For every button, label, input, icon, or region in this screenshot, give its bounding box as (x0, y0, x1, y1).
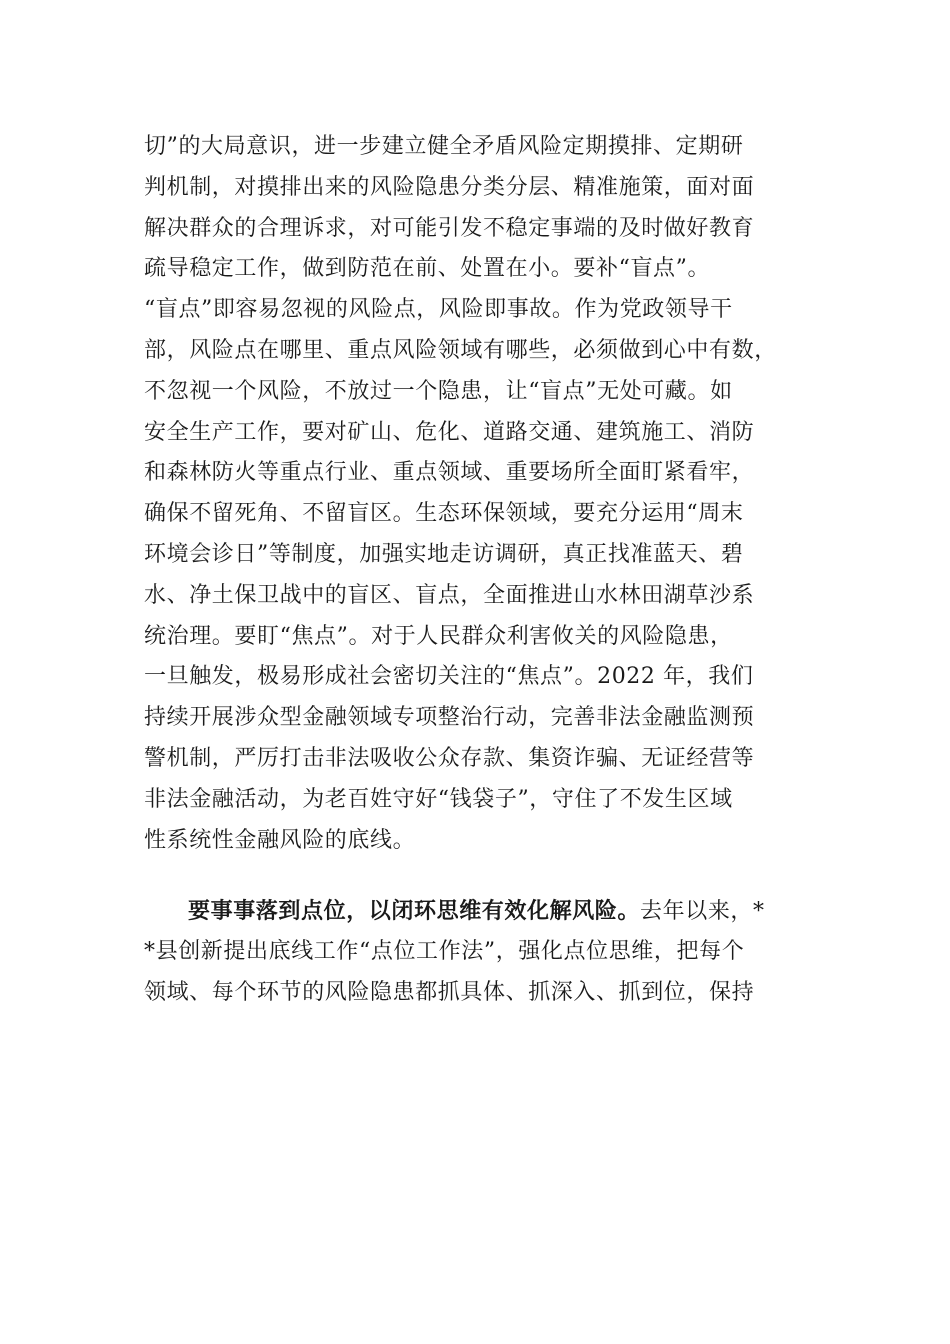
text-line: 非法金融活动，为老百姓守好“钱袋子”，守住了不发生区域 (144, 786, 733, 812)
document-body (144, 127, 812, 1014)
text-line: 水、净土保卫战中的盲区、盲点，全面推进山水林田湖草沙系 (144, 582, 755, 608)
text-line: 解决群众的合理诉求，对可能引发不稳定事端的及时做好教育 (144, 215, 755, 241)
text-line: 性系统性金融风险的底线。 (144, 827, 416, 853)
paragraph-gap (144, 861, 812, 891)
paragraph-heading: 要事事落到点位，以闭环思维有效化解风险。 (188, 898, 641, 925)
text-line: 判机制，对摸排出来的风险隐患分类分层、精准施策，面对面 (144, 174, 755, 200)
paragraph-text: 去年以来，* (640, 899, 765, 925)
text-line: 安全生产工作，要对矿山、危化、道路交通、建筑施工、消防 (144, 419, 755, 445)
text-line: 确保不留死角、不留盲区。生态环保领域，要充分运用“周末 (144, 501, 744, 527)
text-line: 不忽视一个风险，不放过一个隐患，让“盲点”无处可藏。如 (144, 378, 733, 404)
text-line: “盲点”即容易忽视的风险点，风险即事故。作为党政领导干 (144, 297, 733, 323)
text-line: *县创新提出底线工作“点位工作法”，强化点位思维，把每个 (144, 939, 745, 965)
text-line: 和森林防火等重点行业、重点领域、重要场所全面盯紧看牢， (144, 460, 755, 486)
text-line-first (144, 891, 812, 932)
paragraph-1 (144, 127, 812, 861)
text-line: 部，风险点在哪里、重点风险领域有哪些，必须做到心中有数， (144, 337, 777, 363)
text-line: 环境会诊日”等制度，加强实地走访调研，真正找准蓝天、碧 (144, 541, 744, 567)
text-line: 一旦触发，极易形成社会密切关注的“焦点”。2022 年，我们 (144, 664, 754, 690)
text-line: 警机制，严厉打击非法吸收公众存款、集资诈骗、无证经营等 (144, 745, 755, 771)
paragraph-2 (144, 891, 812, 1013)
text-line: 持续开展涉众型金融领域专项整治行动，完善非法金融监测预 (144, 705, 755, 731)
text-line: 领域、每个环节的风险隐患都抓具体、抓深入、抓到位，保持 (144, 979, 755, 1005)
text-line: 疏导稳定工作，做到防范在前、处置在小。要补“盲点”。 (144, 256, 711, 282)
text-line: 统治理。要盯“焦点”。对于人民群众利害攸关的风险隐患， (144, 623, 733, 649)
text-line: 切”的大局意识，进一步建立健全矛盾风险定期摸排、定期研 (144, 134, 744, 159)
